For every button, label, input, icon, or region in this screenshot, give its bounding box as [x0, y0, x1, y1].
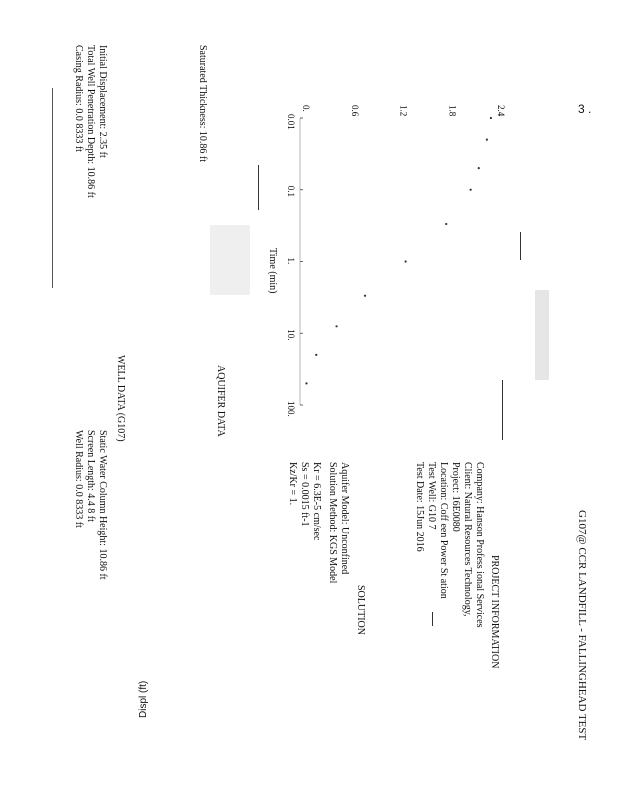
- y-axis-label: Displ (ft): [138, 680, 149, 718]
- y-tick-label: 1.8: [447, 105, 458, 117]
- data-point: [405, 260, 407, 262]
- divider-line: [502, 380, 503, 440]
- divider-line: [432, 612, 433, 626]
- data-point: [490, 117, 492, 119]
- page-number: 3 .: [578, 102, 592, 116]
- scan-smudge: [535, 290, 549, 380]
- x-axis-label: Time (min): [267, 248, 278, 294]
- solution-line: Kz/Kr = 1.: [287, 462, 298, 506]
- y-tick-label: 0.: [301, 105, 311, 112]
- data-point: [335, 325, 337, 327]
- data-point: [305, 382, 307, 384]
- x-tick-label: 100.: [286, 401, 296, 417]
- project-info-line: Project: 16E0080: [450, 462, 461, 532]
- x-tick-label: 0.01: [286, 114, 296, 130]
- data-point: [445, 223, 447, 225]
- page-title: G107@ CCR LANDFILL - FALLINGHEAD TEST: [576, 510, 588, 741]
- project-info-line: Client: Natural Resources Technology,: [462, 462, 473, 617]
- divider-line: [520, 232, 521, 260]
- y-tick-label: 1.2: [398, 105, 409, 117]
- solution-heading: SOLUTION: [355, 585, 366, 635]
- project-info-line: Company: Hanson Profess ional Services: [474, 462, 485, 628]
- solution-line: Ss = 0.0015 ft-1: [299, 462, 310, 527]
- y-tick-label: 2.4: [496, 105, 506, 117]
- x-tick-label: 1.: [286, 257, 296, 265]
- x-tick-label: 10.: [286, 329, 296, 341]
- project-info-line: Test Well: G10 7: [426, 462, 437, 530]
- solution-line: Kr = 6.3E-5 cm/sec: [311, 462, 322, 541]
- data-point: [478, 167, 480, 169]
- scan-smudge: [210, 225, 250, 295]
- well-data-left-line: Initial Displacement: 2.35 ft: [97, 45, 108, 158]
- aquifer-data-heading: AQUIFER DATA: [215, 365, 226, 437]
- well-data-heading: WELL DATA (G107): [115, 355, 126, 442]
- well-data-right-line: Well Radius: 0.0 8333 ft: [73, 430, 84, 528]
- x-tick-label: 0.1: [286, 185, 296, 197]
- y-tick-label: 0.6: [349, 105, 360, 117]
- well-data-left-line: Casing Radius: 0.0 8333 ft: [73, 45, 84, 152]
- saturated-thickness: Saturated Thickness: 10.86 ft: [197, 45, 208, 163]
- project-info-line: Location: Coff een Power St ation: [438, 462, 449, 599]
- data-point: [486, 138, 488, 140]
- well-data-right-line: Static Water Column Height: 10.86 ft: [97, 430, 108, 580]
- well-data-left-line: Total Well Penetration Depth: 10.86 ft: [85, 45, 96, 198]
- divider-line: [258, 165, 259, 210]
- project-info-line: Test Date: 15Jun 2016: [414, 462, 425, 552]
- data-point: [470, 189, 472, 191]
- data-point: [315, 354, 317, 356]
- solution-line: Solution Method: KGS Model: [327, 462, 338, 584]
- divider-line: [52, 88, 53, 288]
- solution-line: Aquifer Model: Unconfined: [339, 462, 350, 575]
- well-data-right-line: Screen Length: 4.4 8 ft: [85, 430, 96, 522]
- data-point: [364, 295, 366, 297]
- project-info-heading: PROJECT INFORMATION: [489, 555, 500, 669]
